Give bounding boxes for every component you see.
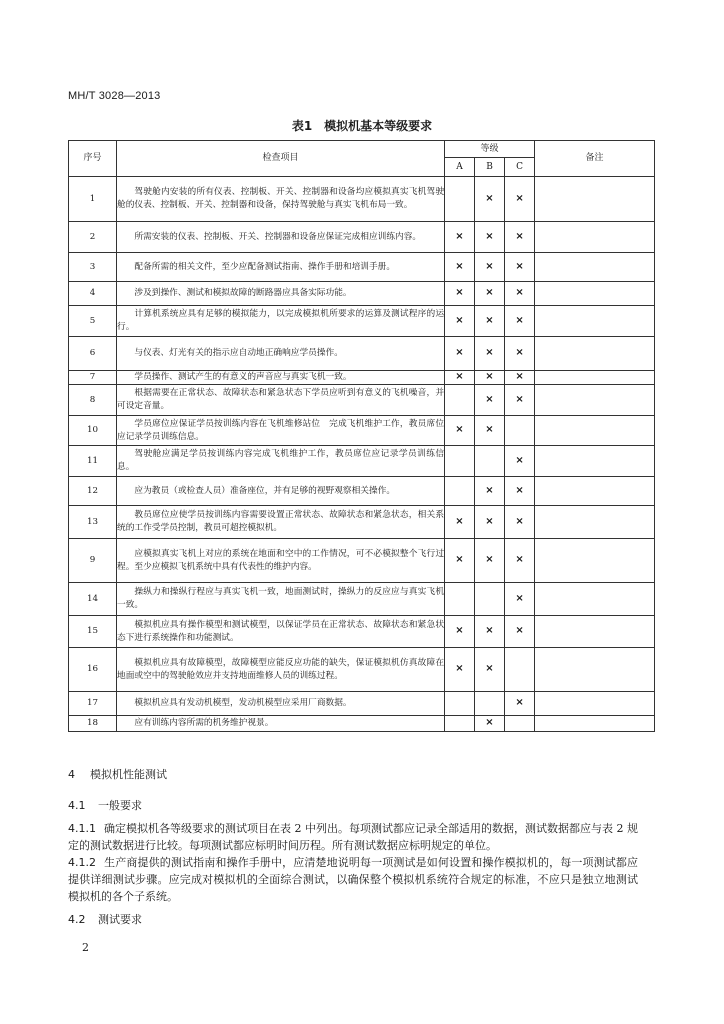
header-level-c: C: [505, 158, 535, 177]
row-number: 14: [69, 583, 117, 616]
row-number: 2: [69, 222, 117, 253]
row-note: [535, 506, 655, 539]
table-title: 表1 模拟机基本等级要求: [291, 119, 433, 133]
row-note: [535, 371, 655, 385]
row-item: 所需安装的仪表、控制板、开关、控制器和设备应保证完成相应训练内容。: [117, 222, 445, 253]
level-c-mark: [505, 648, 535, 692]
level-c-mark: ×: [505, 306, 535, 337]
level-c-mark: ×: [505, 177, 535, 222]
table-row: [69, 385, 655, 416]
level-c-mark: ×: [505, 616, 535, 648]
clause-text: 生产商提供的测试指南和操作手册中，应清楚地说明每一项测试是如何设置和操作模拟机的，每一项测试都应提供详细测试步骤。应完成对模拟机的全面综合测试，以确保整个模拟机系统符合规定的标准，不应只是独立地测试模拟机的各个子系统。: [68, 856, 638, 903]
table-row: [69, 583, 655, 616]
row-note: [535, 539, 655, 583]
level-a-mark: [445, 583, 475, 616]
level-a-mark: [445, 446, 475, 477]
level-a-mark: ×: [445, 506, 475, 539]
row-item: 操纵力和操纵行程应与真实飞机一致，地面测试时，操纵力的反应应与真实飞机一致。: [117, 583, 445, 616]
header-level: 等级: [445, 141, 535, 158]
table-row: [69, 506, 655, 539]
table-row: [69, 477, 655, 506]
level-c-mark: ×: [505, 477, 535, 506]
level-c-mark: ×: [505, 385, 535, 416]
row-number: 1: [69, 177, 117, 222]
row-note: [535, 282, 655, 306]
level-a-mark: [445, 477, 475, 506]
table-row: [69, 616, 655, 648]
requirements-table: [68, 140, 655, 732]
row-item: 驾驶舱应满足学员按训练内容完成飞机维护工作，教员席位应记录学员训练信息。: [117, 446, 445, 477]
level-a-mark: [445, 716, 475, 732]
section-number: 4.2: [68, 913, 86, 926]
level-b-mark: [475, 583, 505, 616]
section-4-1-heading: [68, 797, 142, 813]
level-c-mark: ×: [505, 371, 535, 385]
table-row: [69, 416, 655, 446]
level-b-mark: ×: [475, 506, 505, 539]
table-row: [69, 177, 655, 222]
row-item: 模拟机应具有操作模型和测试模型，以保证学员在正常状态、故障状态和紧急状态下进行系统操作和功能测试。: [117, 616, 445, 648]
row-note: [535, 446, 655, 477]
row-number: 18: [69, 716, 117, 732]
level-b-mark: ×: [475, 371, 505, 385]
table-row: [69, 648, 655, 692]
row-number: 17: [69, 692, 117, 716]
row-number: 4: [69, 282, 117, 306]
clause-text: 确定模拟机各等级要求的测试项目在表 2 中列出。每项测试都应记录全部适用的数据，测试数据都应与表 2 规定的测试数据进行比较。每项测试都应标明时间历程。所有测试数据应标明规定的单位。: [68, 822, 638, 852]
table-row: [69, 371, 655, 385]
row-note: [535, 177, 655, 222]
row-item: 涉及到操作、测试和模拟故障的断路器应具备实际功能。: [117, 282, 445, 306]
level-b-mark: ×: [475, 177, 505, 222]
row-item: 教员席位应使学员按训练内容需要设置正常状态、故障状态和紧急状态，相关系统的工作受学员控制，教员可超控模拟机。: [117, 506, 445, 539]
row-item: 模拟机应具有发动机模型，发动机模型应采用厂商数据。: [117, 692, 445, 716]
clause-4-1-1: [68, 820, 638, 854]
table-row: [69, 253, 655, 282]
level-b-mark: ×: [475, 616, 505, 648]
level-b-mark: ×: [475, 716, 505, 732]
row-item: 驾驶舱内安装的所有仪表、控制板、开关、控制器和设备均应模拟真实飞机驾驶舱的仪表、控制板、开关、控制器和设备，保持驾驶舱与真实飞机布局一致。: [117, 177, 445, 222]
level-c-mark: ×: [505, 222, 535, 253]
table-row: [69, 282, 655, 306]
level-a-mark: ×: [445, 337, 475, 371]
row-number: 7: [69, 371, 117, 385]
level-b-mark: ×: [475, 306, 505, 337]
table-row: [69, 337, 655, 371]
row-note: [535, 583, 655, 616]
level-b-mark: ×: [475, 539, 505, 583]
level-a-mark: ×: [445, 539, 475, 583]
row-item: 与仪表、灯光有关的指示应自动地正确响应学员操作。: [117, 337, 445, 371]
table-row: [69, 446, 655, 477]
level-c-mark: ×: [505, 253, 535, 282]
level-b-mark: ×: [475, 222, 505, 253]
level-b-mark: ×: [475, 477, 505, 506]
header-note: 备注: [535, 141, 655, 177]
level-c-mark: [505, 716, 535, 732]
level-b-mark: ×: [475, 337, 505, 371]
level-b-mark: ×: [475, 648, 505, 692]
header-level-b: B: [475, 158, 505, 177]
section-title: 一般要求: [98, 799, 142, 812]
row-number: 15: [69, 616, 117, 648]
level-a-mark: ×: [445, 253, 475, 282]
clause-4-1-2: [68, 854, 638, 905]
section-4-2-heading: [68, 911, 142, 927]
level-c-mark: ×: [505, 506, 535, 539]
row-item: 应有训练内容所需的机务维护视景。: [117, 716, 445, 732]
row-note: [535, 648, 655, 692]
row-number: 8: [69, 385, 117, 416]
row-note: [535, 306, 655, 337]
level-a-mark: ×: [445, 306, 475, 337]
row-note: [535, 416, 655, 446]
row-note: [535, 253, 655, 282]
level-a-mark: ×: [445, 222, 475, 253]
row-number: 11: [69, 446, 117, 477]
table-row: [69, 306, 655, 337]
row-number: 16: [69, 648, 117, 692]
level-b-mark: [475, 692, 505, 716]
level-c-mark: ×: [505, 282, 535, 306]
level-a-mark: [445, 692, 475, 716]
level-c-mark: ×: [505, 337, 535, 371]
section-title: 模拟机性能测试: [90, 768, 167, 781]
table-row: [69, 692, 655, 716]
level-c-mark: ×: [505, 583, 535, 616]
level-b-mark: ×: [475, 253, 505, 282]
section-4-heading: [68, 766, 167, 782]
row-number: 12: [69, 477, 117, 506]
level-c-mark: ×: [505, 692, 535, 716]
level-a-mark: [445, 177, 475, 222]
row-item: 配备所需的相关文件，至少应配备测试指南、操作手册和培训手册。: [117, 253, 445, 282]
row-note: [535, 385, 655, 416]
table-row: [69, 539, 655, 583]
level-b-mark: [475, 446, 505, 477]
header-level-a: A: [445, 158, 475, 177]
header-seq: 序号: [69, 141, 117, 177]
page-number: 2: [82, 941, 89, 954]
row-number: 9: [69, 539, 117, 583]
row-note: [535, 477, 655, 506]
row-note: [535, 222, 655, 253]
level-a-mark: [445, 385, 475, 416]
row-note: [535, 616, 655, 648]
level-b-mark: ×: [475, 416, 505, 446]
row-number: 5: [69, 306, 117, 337]
row-item: 计算机系统应具有足够的模拟能力，以完成模拟机所要求的运算及测试程序的运行。: [117, 306, 445, 337]
level-b-mark: ×: [475, 385, 505, 416]
table-row: [69, 716, 655, 732]
row-item: 应为教员（或检查人员）准备座位，并有足够的视野观察相关操作。: [117, 477, 445, 506]
level-a-mark: ×: [445, 648, 475, 692]
standard-code: MH/T 3028—2013: [68, 90, 161, 102]
row-item: 应模拟真实飞机上对应的系统在地面和空中的工作情况，可不必模拟整个飞行过程。至少应模拟飞机系统中具有代表性的维护内容。: [117, 539, 445, 583]
row-item: 模拟机应具有故障模型，故障模型应能反应功能的缺失，保证模拟机仿真故障在地面或空中的驾驶舱效应并支持地面维修人员的训练过程。: [117, 648, 445, 692]
level-a-mark: ×: [445, 616, 475, 648]
row-number: 6: [69, 337, 117, 371]
section-title: 测试要求: [98, 913, 142, 926]
clause-number: 4.1.2: [68, 856, 96, 869]
section-number: 4: [68, 768, 75, 781]
row-note: [535, 716, 655, 732]
section-number: 4.1: [68, 799, 86, 812]
row-item: 学员操作、测试产生的有意义的声音应与真实飞机一致。: [117, 371, 445, 385]
clause-number: 4.1.1: [68, 822, 96, 835]
table-row: [69, 222, 655, 253]
level-a-mark: ×: [445, 282, 475, 306]
row-item: 根据需要在正常状态、故障状态和紧急状态下学员应听到有意义的飞机噪音，并可设定音量。: [117, 385, 445, 416]
row-number: 10: [69, 416, 117, 446]
level-c-mark: [505, 416, 535, 446]
level-a-mark: ×: [445, 371, 475, 385]
row-item: 学员席位应保证学员按训练内容在飞机维修站位 完成飞机维护工作，教员席位应记录学员训练信息。: [117, 416, 445, 446]
row-note: [535, 337, 655, 371]
row-number: 3: [69, 253, 117, 282]
header-item: 检查项目: [117, 141, 445, 177]
level-c-mark: ×: [505, 446, 535, 477]
level-b-mark: ×: [475, 282, 505, 306]
level-a-mark: ×: [445, 416, 475, 446]
row-number: 13: [69, 506, 117, 539]
level-c-mark: ×: [505, 539, 535, 583]
row-note: [535, 692, 655, 716]
